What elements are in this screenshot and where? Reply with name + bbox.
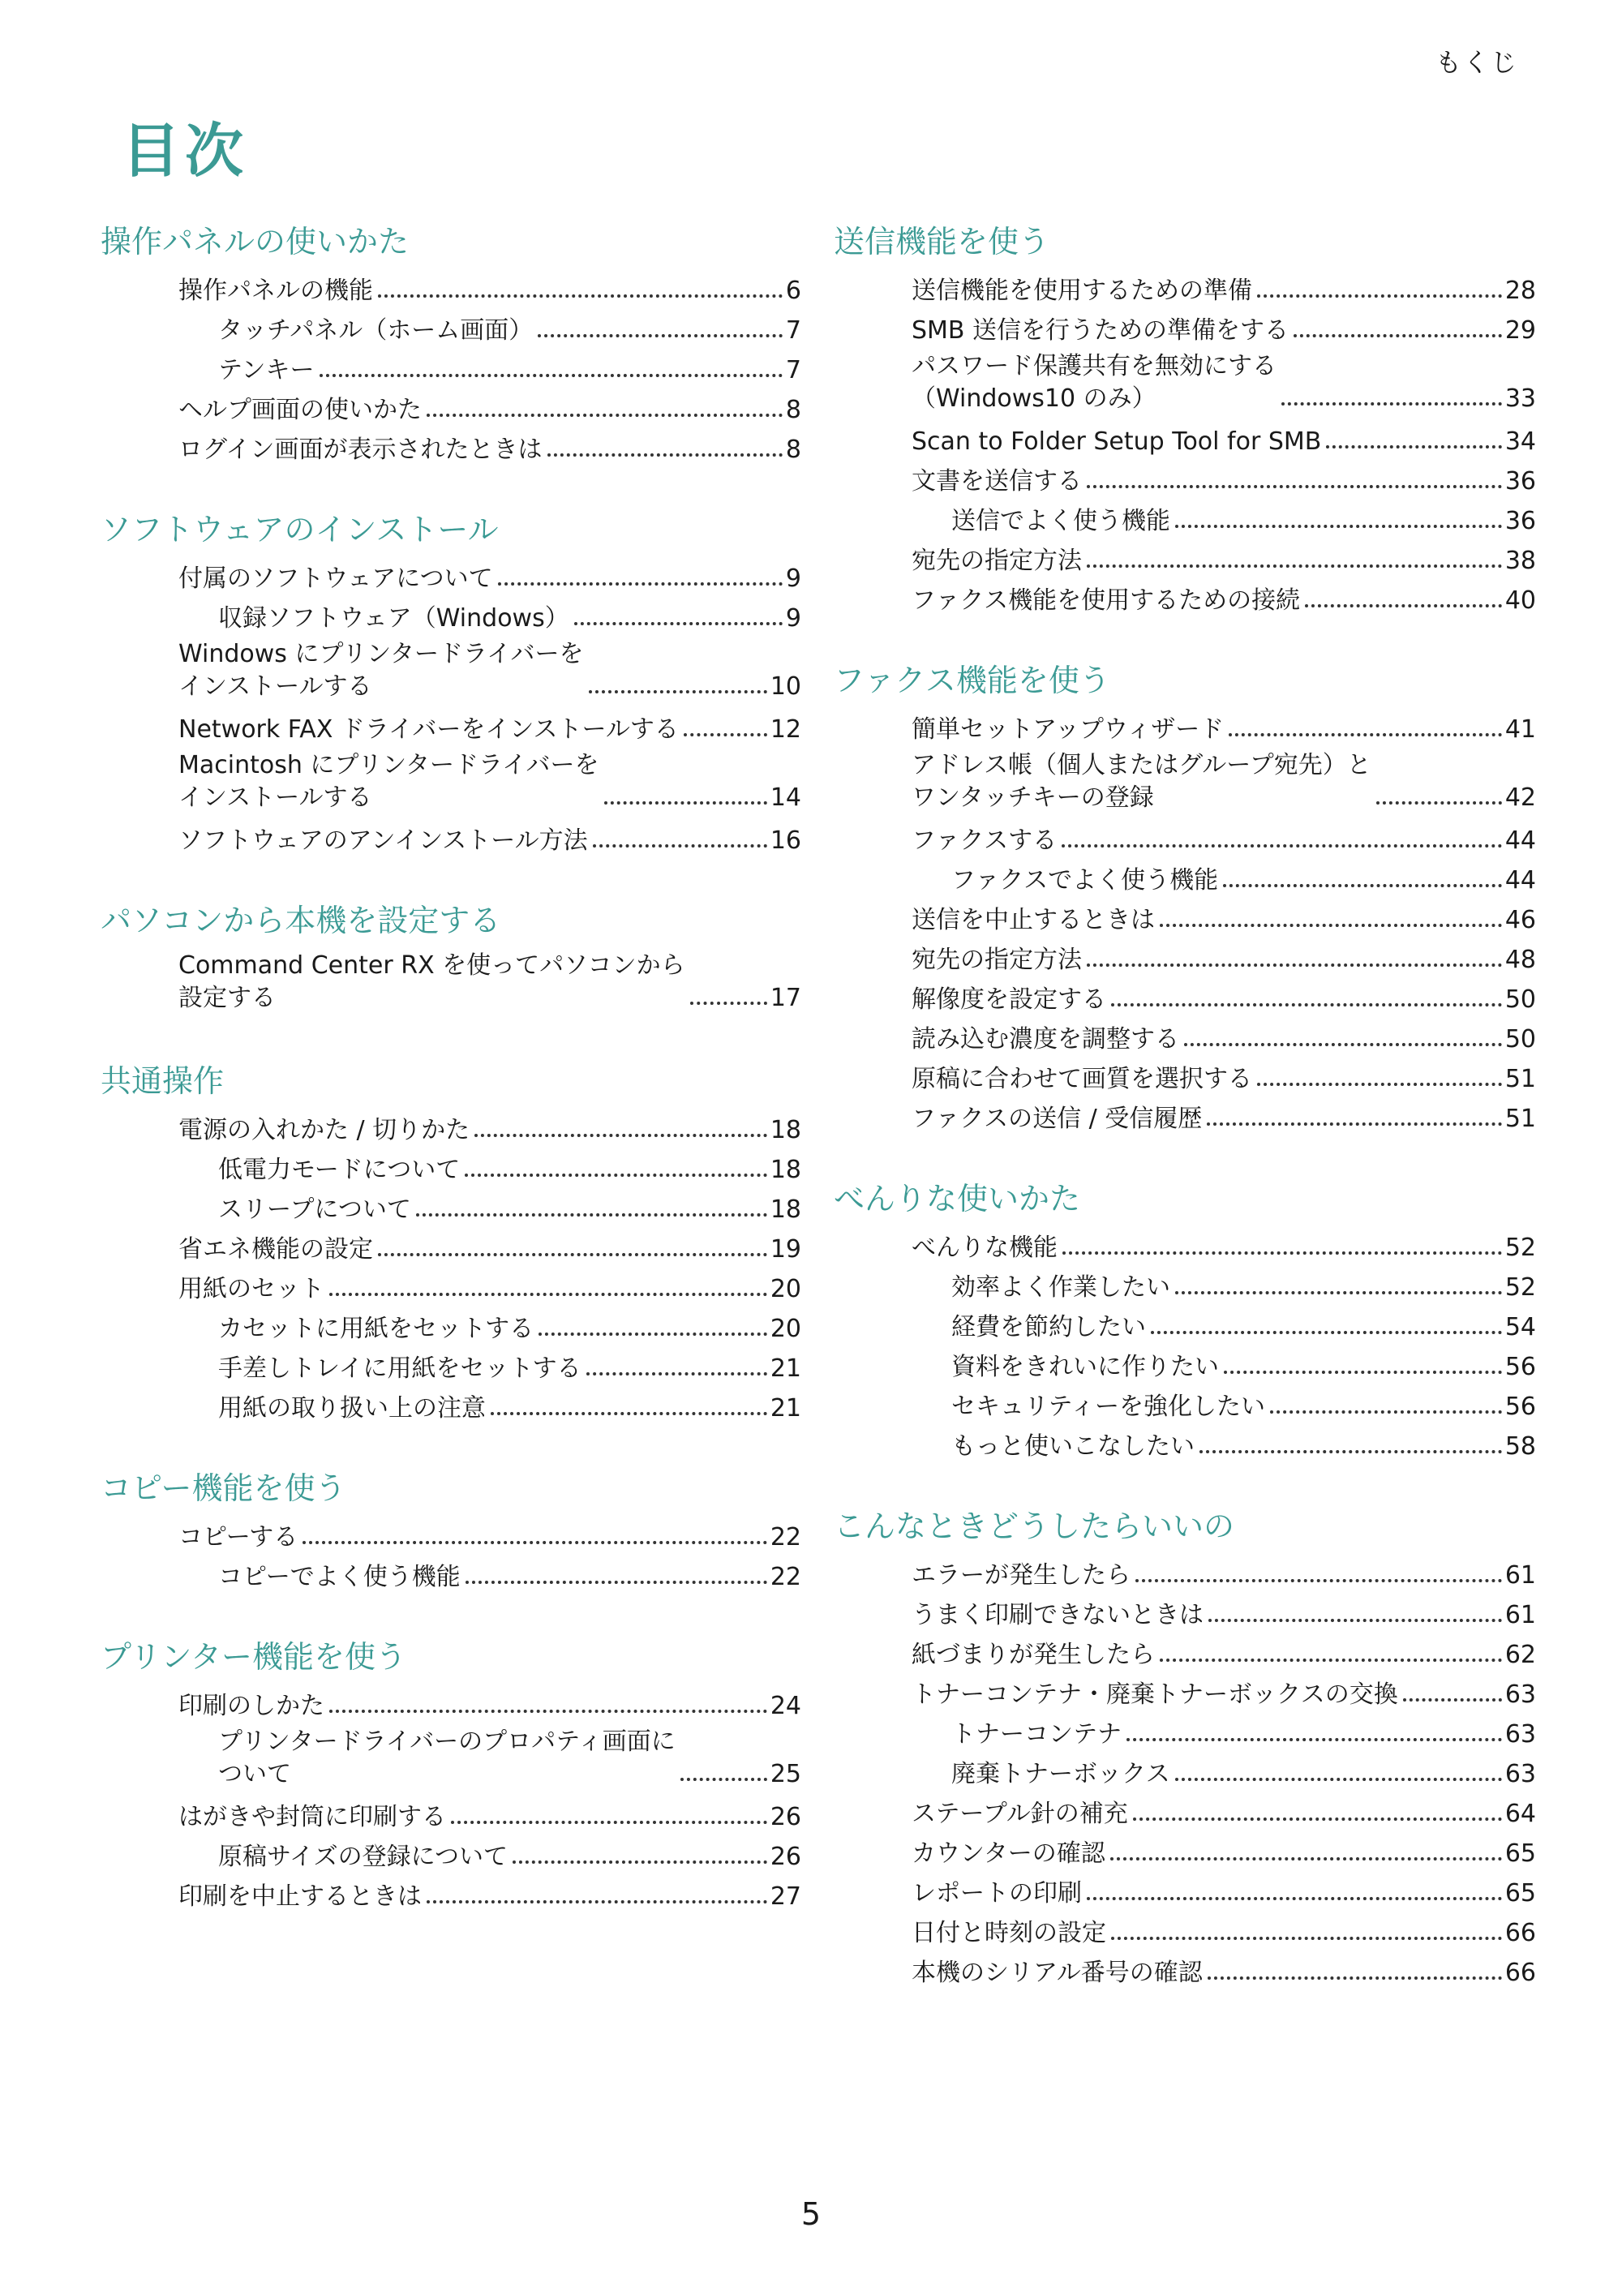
toc-entry[interactable] — [834, 1344, 1536, 1384]
toc-entry[interactable] — [101, 595, 801, 635]
toc-entry-page: 10 — [770, 672, 801, 701]
page-title: 目次 — [122, 117, 249, 185]
toc-entry-page: 54 — [1504, 1313, 1536, 1341]
toc-entry[interactable] — [101, 1385, 801, 1425]
toc-entry[interactable] — [101, 1107, 801, 1147]
toc-entry-page: 36 — [1504, 507, 1536, 535]
toc-entry-page: 50 — [1504, 1025, 1536, 1054]
toc-entry-page: 26 — [770, 1843, 801, 1871]
toc-entry[interactable] — [101, 1306, 801, 1345]
toc-entry[interactable] — [101, 1794, 801, 1834]
toc-entry[interactable] — [101, 1683, 801, 1723]
toc-section — [101, 1467, 801, 1594]
toc-entry-page: 51 — [1504, 1065, 1536, 1093]
toc-entry-title: 日付と時刻の設定 — [912, 1919, 1106, 1947]
toc-entry-title: 手差しトレイに用紙をセットする — [218, 1354, 581, 1383]
toc-entry-title: 原稿に合わせて画質を選択する — [912, 1065, 1252, 1093]
dot-leader — [547, 453, 783, 457]
dot-leader — [1376, 801, 1502, 805]
toc-entry[interactable] — [834, 1225, 1536, 1264]
toc-entry-title: カウンターの確認 — [912, 1839, 1105, 1868]
toc-entry-title: ログイン画面が表示されたときは — [178, 436, 543, 464]
section-title[interactable]: べんりな使いかた — [834, 1181, 1081, 1217]
toc-entry-page: 20 — [770, 1275, 801, 1303]
section-title[interactable]: ファクス機能を使う — [834, 663, 1110, 698]
toc-entry-page: 20 — [770, 1315, 801, 1343]
toc-entry-title: SMB 送信を行うための準備をする — [912, 316, 1289, 345]
toc-right-column — [834, 221, 1536, 2032]
section-title[interactable]: コピー機能を使う — [101, 1470, 346, 1506]
dot-leader — [1087, 564, 1502, 568]
toc-section — [101, 509, 801, 857]
toc-entry-page: 52 — [1504, 1273, 1536, 1302]
toc-entry-title: 本機のシリアル番号の確認 — [912, 1959, 1203, 1987]
toc-entry[interactable] — [101, 1147, 801, 1187]
toc-entry-page: 18 — [770, 1195, 801, 1224]
toc-entry-title: 読み込む濃度を調整する — [912, 1025, 1179, 1054]
toc-entry-page: 25 — [770, 1760, 801, 1788]
toc-entry[interactable] — [101, 1345, 801, 1385]
toc-entry-title: スリープについて — [218, 1195, 411, 1224]
toc-entry[interactable] — [834, 1592, 1536, 1632]
toc-entry-title: 印刷のしかた — [178, 1692, 324, 1720]
toc-entry-title: ファクス機能を使用するための接続 — [912, 586, 1301, 615]
toc-entry[interactable] — [101, 946, 801, 1018]
toc-section — [101, 899, 801, 1018]
toc-entry[interactable] — [834, 1423, 1536, 1463]
dot-leader — [378, 294, 783, 298]
toc-entry-page: 63 — [1504, 1720, 1536, 1749]
dot-leader — [574, 622, 783, 625]
dot-leader — [1062, 844, 1502, 848]
toc-entry-title: トナーコンテナ — [951, 1720, 1122, 1749]
toc-entry[interactable] — [101, 347, 801, 387]
section-title[interactable]: プリンター機能を使う — [101, 1639, 406, 1675]
dot-leader — [604, 801, 767, 805]
dot-leader — [1160, 924, 1502, 927]
toc-entry-title: トナーコンテナ・廃棄トナーボックスの交換 — [912, 1680, 1398, 1709]
toc-entry-title: 宛先の指定方法 — [912, 547, 1082, 575]
toc-entry-title: アドレス帳（個人またはグループ宛先）と ワンタッチキーの登録 — [912, 751, 1371, 812]
dot-leader — [329, 1710, 767, 1713]
toc-entry-page: 19 — [770, 1235, 801, 1264]
toc-entry-page: 9 — [785, 564, 801, 593]
toc-entry-page: 44 — [1504, 866, 1536, 895]
dot-leader — [1126, 1738, 1502, 1741]
toc-entry-title: 効率よく作業したい — [951, 1273, 1170, 1302]
toc-entry[interactable] — [834, 347, 1536, 418]
toc-entry-page: 14 — [770, 783, 801, 812]
dot-leader — [589, 690, 767, 693]
dot-leader — [593, 844, 767, 848]
toc-entry[interactable] — [834, 307, 1536, 347]
toc-entry-page: 9 — [785, 604, 801, 633]
toc-entry-title: 操作パネルの機能 — [178, 277, 373, 305]
dot-leader — [465, 1174, 767, 1177]
dot-leader — [320, 374, 783, 377]
toc-entry[interactable] — [834, 897, 1536, 937]
dot-leader — [1087, 1897, 1502, 1900]
toc-entry[interactable] — [834, 498, 1536, 538]
dot-leader — [1087, 963, 1502, 967]
dot-leader — [1208, 1976, 1502, 1980]
toc-entry[interactable] — [101, 1723, 801, 1794]
toc-entry-page: 58 — [1504, 1432, 1536, 1461]
toc-entry-title: 資料をきれいに作りたい — [951, 1353, 1219, 1381]
toc-entry-page: 24 — [770, 1692, 801, 1720]
toc-entry-title: Network FAX ドライバーをインストールする — [178, 715, 679, 744]
header-label: もくじ — [1435, 47, 1518, 78]
toc-entry-page: 26 — [770, 1803, 801, 1831]
toc-entry-title: 印刷を中止するときは — [178, 1882, 422, 1911]
toc-entry[interactable] — [101, 307, 801, 347]
toc-section — [834, 659, 1536, 1135]
toc-entry-title: 収録ソフトウェア（Windows） — [218, 604, 569, 633]
dot-leader — [1305, 604, 1502, 607]
toc-entry-title: ヘルプ画面の使いかた — [178, 396, 422, 424]
dot-leader — [1223, 884, 1502, 887]
toc-entry[interactable] — [834, 1096, 1536, 1135]
dot-leader — [1294, 334, 1502, 337]
toc-entry[interactable] — [101, 268, 801, 307]
toc-entry[interactable] — [834, 458, 1536, 498]
toc-entry-title: レポートの印刷 — [912, 1879, 1082, 1908]
toc-entry-page: 51 — [1504, 1105, 1536, 1133]
dot-leader — [329, 1293, 767, 1296]
toc-entry-title: タッチパネル（ホーム画面） — [218, 316, 534, 345]
dot-leader — [1184, 1043, 1502, 1046]
dot-leader — [1175, 1778, 1502, 1781]
dot-leader — [1160, 1659, 1502, 1662]
dot-leader — [1257, 1083, 1502, 1086]
toc-entry-title: コピーする — [178, 1523, 298, 1551]
toc-entry[interactable] — [101, 556, 801, 595]
toc-entry[interactable] — [834, 1830, 1536, 1870]
toc-entry[interactable] — [101, 706, 801, 746]
toc-section — [101, 1636, 801, 1913]
dot-leader — [586, 1372, 767, 1375]
toc-entry-page: 17 — [770, 984, 801, 1012]
toc-entry-title: 文書を送信する — [912, 467, 1082, 496]
toc-entry[interactable] — [101, 1266, 801, 1306]
toc-entry-title: Windows にプリンタードライバーを インストールする — [178, 640, 584, 701]
toc-entry-page: 18 — [770, 1116, 801, 1144]
dot-leader — [1224, 1371, 1502, 1374]
toc-entry-title: 用紙の取り扱い上の注意 — [218, 1394, 486, 1423]
toc-entry[interactable] — [834, 1304, 1536, 1344]
dot-leader — [466, 1581, 767, 1584]
toc-entry-page: 38 — [1504, 547, 1536, 575]
dot-leader — [513, 1860, 767, 1864]
toc-section — [834, 1178, 1536, 1463]
toc-entry-page: 8 — [785, 396, 801, 424]
toc-entry-page: 56 — [1504, 1393, 1536, 1421]
toc-entry-page: 63 — [1504, 1760, 1536, 1788]
toc-entry-page: 27 — [770, 1882, 801, 1911]
toc-entry-title: 原稿サイズの登録について — [218, 1843, 508, 1871]
toc-entry-page: 50 — [1504, 985, 1536, 1014]
toc-entry-page: 61 — [1504, 1601, 1536, 1629]
dot-leader — [538, 334, 783, 337]
dot-leader — [1110, 1857, 1502, 1860]
toc-entry-page: 41 — [1504, 715, 1536, 744]
dot-leader — [1208, 1619, 1502, 1622]
toc-entry-page: 48 — [1504, 946, 1536, 974]
toc-entry[interactable] — [834, 1672, 1536, 1711]
toc-entry[interactable] — [101, 427, 801, 466]
dot-leader — [1175, 525, 1502, 528]
toc-entry[interactable] — [101, 818, 801, 857]
toc-entry-title: 用紙のセット — [178, 1275, 324, 1303]
toc-entry-page: 52 — [1504, 1234, 1536, 1262]
toc-entry-title: セキュリティーを強化したい — [951, 1393, 1265, 1421]
toc-entry-page: 7 — [785, 316, 801, 345]
dot-leader — [1270, 1410, 1502, 1414]
dot-leader — [1062, 1251, 1502, 1255]
dot-leader — [1207, 1122, 1502, 1126]
toc-entry-page: 40 — [1504, 586, 1536, 615]
toc-entry[interactable] — [101, 746, 801, 818]
toc-entry[interactable] — [834, 1632, 1536, 1672]
toc-entry-page: 65 — [1504, 1839, 1536, 1868]
toc-entry-title: Scan to Folder Setup Tool for SMB — [912, 427, 1322, 456]
toc-entry[interactable] — [834, 538, 1536, 577]
toc-entry[interactable] — [834, 976, 1536, 1016]
toc-entry-title: 低電力モードについて — [218, 1156, 461, 1184]
toc-entry-title: 廃棄トナーボックス — [951, 1760, 1170, 1788]
toc-entry-page: 33 — [1504, 384, 1536, 413]
toc-entry-title: コピーでよく使う機能 — [218, 1563, 461, 1591]
toc-entry[interactable] — [834, 1264, 1536, 1304]
toc-entry-title: 解像度を設定する — [912, 985, 1106, 1014]
toc-entry-page: 21 — [770, 1354, 801, 1383]
section-title[interactable]: パソコンから本機を設定する — [101, 903, 501, 938]
toc-entry-title: 送信でよく使う機能 — [951, 507, 1170, 535]
section-title[interactable]: こんなときどうしたらいいの — [834, 1508, 1235, 1544]
toc-entry-title: はがきや封筒に印刷する — [178, 1803, 446, 1831]
toc-entry[interactable] — [834, 1711, 1536, 1751]
dot-leader — [1135, 1579, 1502, 1582]
toc-entry[interactable] — [834, 418, 1536, 458]
toc-entry[interactable] — [834, 937, 1536, 976]
toc-entry[interactable] — [834, 1910, 1536, 1950]
toc-section — [834, 221, 1536, 617]
dot-leader — [1199, 1450, 1502, 1453]
toc-entry[interactable] — [101, 1873, 801, 1913]
dot-leader — [498, 582, 783, 586]
toc-entry-page: 62 — [1504, 1641, 1536, 1669]
toc-entry-page: 34 — [1504, 427, 1536, 456]
toc-entry-page: 46 — [1504, 906, 1536, 934]
page-number: 5 — [800, 2196, 822, 2232]
toc-entry[interactable] — [101, 1554, 801, 1594]
toc-section — [834, 1505, 1536, 1989]
toc-entry-title: カセットに用紙をセットする — [218, 1315, 534, 1343]
toc-entry-title: 送信機能を使用するための準備 — [912, 277, 1252, 305]
toc-entry[interactable] — [834, 818, 1536, 857]
section-title[interactable]: ソフトウェアのインストール — [101, 512, 499, 547]
toc-entry-title: エラーが発生したら — [912, 1561, 1131, 1590]
dot-leader — [303, 1541, 767, 1544]
toc-entry-title: ファクスの送信 / 受信履歴 — [912, 1105, 1203, 1133]
section-title[interactable]: 共通操作 — [101, 1063, 225, 1099]
dot-leader — [1111, 1937, 1502, 1940]
toc-entry-title: 送信を中止するときは — [912, 906, 1155, 934]
toc-entry-title: Macintosh にプリンタードライバーを インストールする — [178, 751, 599, 812]
toc-entry-page: 63 — [1504, 1680, 1536, 1709]
toc-entry-page: 28 — [1504, 277, 1536, 305]
toc-entry-page: 64 — [1504, 1800, 1536, 1828]
dot-leader — [1281, 402, 1502, 406]
dot-leader — [1326, 445, 1501, 448]
dot-leader — [427, 1900, 767, 1903]
toc-entry-title: もっと使いこなしたい — [951, 1432, 1195, 1461]
toc-entry[interactable] — [101, 1226, 801, 1266]
toc-entry[interactable] — [101, 1514, 801, 1554]
dot-leader — [1175, 1291, 1502, 1294]
dot-leader — [1151, 1331, 1502, 1334]
toc-entry[interactable] — [834, 1791, 1536, 1830]
toc-entry-page: 12 — [770, 715, 801, 744]
toc-entry[interactable] — [101, 1834, 801, 1873]
toc-entry-title: 経費を節約したい — [951, 1313, 1146, 1341]
toc-entry-title: 宛先の指定方法 — [912, 946, 1082, 974]
toc-entry-title: プリンタードライバーのプロパティ画面に ついて — [218, 1727, 676, 1788]
toc-entry-page: 8 — [785, 436, 801, 464]
toc-entry[interactable] — [834, 268, 1536, 307]
toc-entry-title: Command Center RX を使ってパソコンから 設定する — [178, 951, 685, 1012]
dot-leader — [1257, 294, 1502, 298]
toc-entry-title: パスワード保護共有を無効にする （Windows10 のみ） — [912, 352, 1277, 413]
dot-leader — [684, 733, 767, 736]
toc-entry[interactable] — [834, 1950, 1536, 1989]
dot-leader — [474, 1134, 767, 1137]
toc-entry-title: うまく印刷できないときは — [912, 1601, 1204, 1629]
toc-entry[interactable] — [101, 387, 801, 427]
section-title[interactable]: 操作パネルの使いかた — [101, 224, 410, 260]
toc-entry-title: ステープル針の補充 — [912, 1800, 1128, 1828]
toc-entry-title: 省エネ機能の設定 — [178, 1235, 373, 1264]
dot-leader — [1403, 1698, 1502, 1702]
toc-entry-page: 61 — [1504, 1561, 1536, 1590]
toc-entry-page: 29 — [1504, 316, 1536, 345]
dot-leader — [1229, 733, 1502, 736]
dot-leader — [451, 1821, 767, 1824]
toc-entry-title: テンキー — [218, 356, 315, 384]
toc-entry-page: 36 — [1504, 467, 1536, 496]
toc-section — [101, 221, 801, 466]
dot-leader — [1087, 485, 1502, 488]
dot-leader — [690, 1002, 767, 1005]
toc-entry-page: 66 — [1504, 1919, 1536, 1947]
toc-entry[interactable] — [834, 857, 1536, 897]
toc-entry[interactable] — [834, 746, 1536, 818]
toc-entry-title: ソフトウェアのアンインストール方法 — [178, 826, 588, 855]
toc-entry-title: 簡単セットアップウィザード — [912, 715, 1225, 744]
toc-entry-page: 16 — [770, 826, 801, 855]
dot-leader — [491, 1412, 767, 1415]
toc-entry-page: 42 — [1504, 783, 1536, 812]
toc-entry-title: 電源の入れかた / 切りかた — [178, 1116, 470, 1144]
toc-entry-title: 紙づまりが発生したら — [912, 1641, 1155, 1669]
toc-entry[interactable] — [834, 1751, 1536, 1791]
toc-entry-page: 66 — [1504, 1959, 1536, 1987]
toc-entry[interactable] — [834, 1384, 1536, 1423]
toc-entry[interactable] — [101, 1187, 801, 1226]
dot-leader — [416, 1213, 767, 1217]
toc-entry[interactable] — [834, 706, 1536, 746]
toc-entry-page: 6 — [785, 277, 801, 305]
toc-entry-page: 22 — [770, 1523, 801, 1551]
toc-entry-page: 18 — [770, 1156, 801, 1184]
toc-entry-page: 7 — [785, 356, 801, 384]
toc-entry-title: ファクスでよく使う機能 — [951, 866, 1219, 895]
toc-entry[interactable] — [834, 1552, 1536, 1592]
toc-entry-title: べんりな機能 — [912, 1234, 1058, 1262]
dot-leader — [378, 1253, 767, 1256]
section-title[interactable]: 送信機能を使う — [834, 224, 1050, 260]
toc-section — [101, 1060, 801, 1425]
toc-entry-title: 付属のソフトウェアについて — [178, 564, 493, 593]
dot-leader — [1111, 1003, 1502, 1006]
toc-entry-title: ファクスする — [912, 826, 1058, 855]
toc-entry-page: 44 — [1504, 826, 1536, 855]
toc-entry[interactable] — [101, 635, 801, 706]
toc-entry[interactable] — [834, 577, 1536, 617]
toc-entry[interactable] — [834, 1870, 1536, 1910]
toc-entry-page: 65 — [1504, 1879, 1536, 1908]
toc-entry-page: 21 — [770, 1394, 801, 1423]
dot-leader — [680, 1778, 767, 1781]
toc-entry-page: 56 — [1504, 1353, 1536, 1381]
toc-entry[interactable] — [834, 1016, 1536, 1056]
dot-leader — [539, 1333, 767, 1336]
dot-leader — [427, 414, 783, 417]
toc-entry-page: 22 — [770, 1563, 801, 1591]
dot-leader — [1133, 1817, 1502, 1821]
toc-entry[interactable] — [834, 1056, 1536, 1096]
toc-left-column — [101, 221, 801, 1955]
